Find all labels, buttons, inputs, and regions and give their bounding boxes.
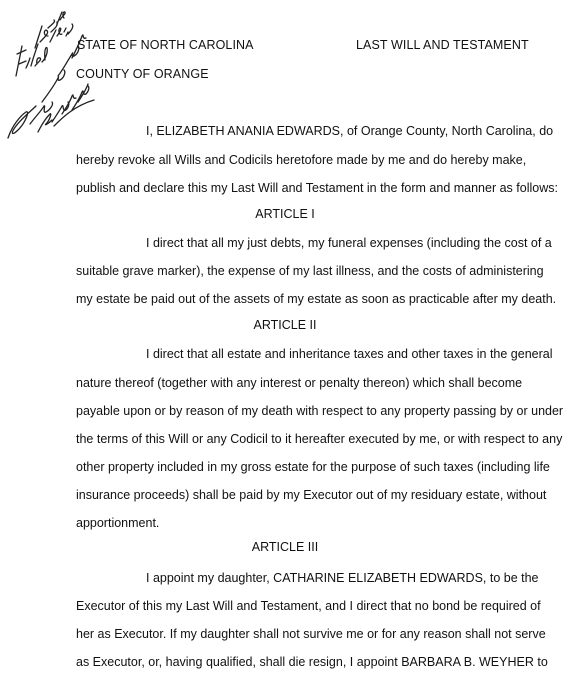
article-1-line: my estate be paid out of the assets of my estate as soon as practicable after my death. <box>76 292 557 306</box>
article-2-line: other property included in my gross estate for the purpose of such taxes (including life <box>76 460 550 474</box>
article-3-line: as Executor, or, having qualified, shall die resign, I appoint BARBARA B. WEYHER to <box>76 655 548 669</box>
document-title: LAST WILL AND TESTAMENT <box>356 38 529 52</box>
article-2-line: the terms of this Will or any Codicil to it hereafter executed by me, or with respect to any <box>76 432 563 446</box>
article-2-line: I direct that all estate and inheritance taxes and other taxes in the general <box>146 347 553 361</box>
article-3-line: Executor of this my Last Will and Testament, and I direct that no bond be required of <box>76 599 541 613</box>
article-2-line: insurance proceeds) shall be paid by my Executor out of my residuary estate, without <box>76 488 547 502</box>
article-2-heading: ARTICLE II <box>253 318 317 332</box>
article-3-heading: ARTICLE III <box>251 540 319 554</box>
preamble-line: publish and declare this my Last Will and Testament in the form and manner as follows: <box>76 181 558 195</box>
article-3-line: her as Executor. If my daughter shall not survive me or for any reason shall not serve <box>76 627 546 641</box>
article-1-line: I direct that all my just debts, my funeral expenses (including the cost of a <box>146 236 552 250</box>
article-1-line: suitable grave marker), the expense of my last illness, and the costs of administering <box>76 264 544 278</box>
preamble-line: hereby revoke all Wills and Codicils heretofore made by me and do hereby make, <box>76 153 527 167</box>
article-3-line: I appoint my daughter, CATHARINE ELIZABETH EDWARDS, to be the <box>146 571 539 585</box>
county-heading: COUNTY OF ORANGE <box>76 67 209 81</box>
article-2-line: nature thereof (together with any interest or penalty thereon) which shall become <box>76 376 523 390</box>
article-2-line: apportionment. <box>76 516 160 530</box>
preamble-line: I, ELIZABETH ANANIA EDWARDS, of Orange County, North Carolina, do <box>146 124 554 138</box>
state-heading: STATE OF NORTH CAROLINA <box>77 38 254 52</box>
handwritten-filing-annotation <box>2 6 102 156</box>
article-1-heading: ARTICLE I <box>255 207 315 221</box>
article-2-line: payable upon or by reason of my death with respect to any property passing by or under <box>76 404 564 418</box>
